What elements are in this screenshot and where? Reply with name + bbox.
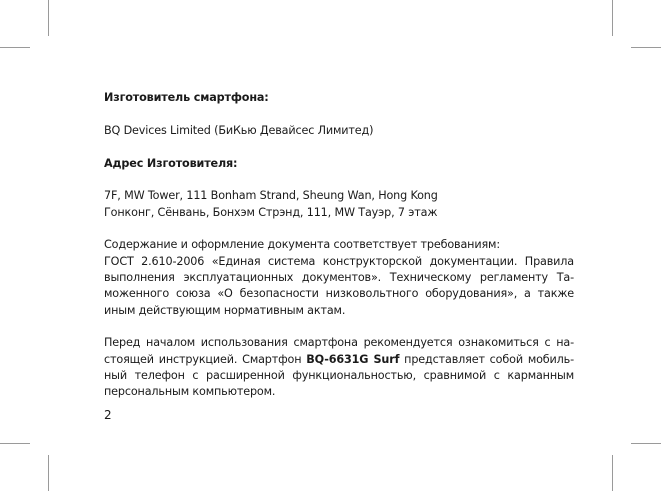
compliance-line: выполнения эксплуатационных документов». Техническому регламенту Та- — [104, 271, 574, 285]
intro-line-text: стоящей инструкцией. Смартфон — [104, 352, 307, 366]
intro-line-text: представляет собой мобиль- — [399, 352, 575, 366]
address-line-ru: Гонконг, Сёнвань, Бонхэм Стрэнд, 111, MW Тауэр, 7 этаж — [104, 205, 438, 219]
address-heading: Адрес Изготовителя: — [104, 156, 238, 170]
intro-line — [104, 352, 574, 368]
intro-line: Перед началом использования смартфона рекомендуется ознакомиться с на- — [104, 336, 574, 350]
crop-mark-top-left-vertical — [48, 0, 49, 36]
manufacturer-heading: Изготовитель смартфона: — [104, 91, 269, 104]
compliance-paragraph — [104, 254, 574, 319]
crop-mark-bottom-right-vertical — [612, 455, 613, 491]
crop-mark-bottom-left-horizontal — [0, 443, 30, 444]
address-line-en: 7F, MW Tower, 111 Bonham Strand, Sheung Wan, Hong Kong — [104, 189, 438, 203]
compliance-line: Содержание и оформление документа соответствует требованиям: — [104, 238, 500, 252]
compliance-line: ГОСТ 2.610-2006 «Единая система конструкторской документации. Правила — [104, 254, 574, 268]
compliance-line: моженного союза «О безопасности низковольтного оборудования», а также — [104, 287, 574, 301]
crop-mark-top-left-horizontal — [0, 47, 30, 48]
intro-line: персональным компьютером. — [104, 385, 276, 399]
intro-line: ный телефон с расширенной функциональностью, сравнимой с карманным — [104, 369, 574, 383]
crop-mark-top-right-vertical — [612, 0, 613, 36]
crop-mark-bottom-right-horizontal — [631, 443, 661, 444]
document-page — [104, 90, 574, 401]
intro-paragraph — [104, 335, 574, 400]
crop-mark-bottom-left-vertical — [48, 455, 49, 491]
model-name: BQ-6631G Surf — [306, 352, 400, 366]
compliance-line: иным действующим нормативным актам. — [104, 303, 346, 317]
crop-mark-top-right-horizontal — [631, 47, 661, 48]
page-number: 2 — [104, 408, 112, 422]
manufacturer-name: BQ Devices Limited (БиКью Девайсес Лимитед) — [104, 123, 374, 137]
